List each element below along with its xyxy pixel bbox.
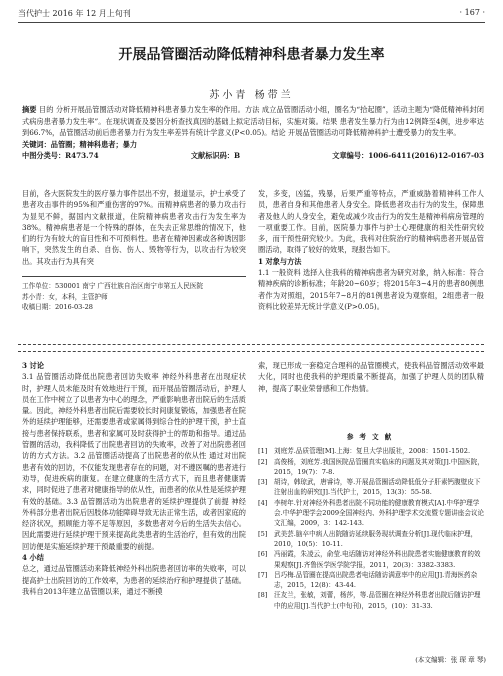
reference-item: [7] 吕巧梅.品管圈在提高出院患者电话随访满意率中的应用[J].青海医药杂志，2015，12(8)：43-44. xyxy=(258,570,478,590)
reference-item: [2] 高俊杨，刘庭芳.我国医院品管圈真实临床的问题及其对策[J].中国医院，2015，19(7)：7-8. xyxy=(258,457,484,476)
clc-number: 中图分类号：R473.74 xyxy=(22,151,99,160)
intro-left-text: 目前，各大医院发生的医疗暴力事件层出不穷，报道显示，护士承受了患者攻击事件的95%和严重伤害的97%。而精神病患者的暴力攻击行为显见不鲜，据国内文献报道，住院精神病患者攻击行为发生率为38%。精神病患者是一个特殊的群体，在失去正常思维的情况下，他们的行为有较大的盲目性和不可预料性。患者在精神因素或各种诱因影响下，突然发生的自杀、自伤、伤人、毁物等行为，以攻击行为较突出。其攻击行为具有突 xyxy=(22,189,246,266)
reference-item: [1] 刘庭芳.品质管理[M].上海：复旦大学出版社，2008：1501-1502. xyxy=(258,447,471,456)
abstract-label: 摘要 xyxy=(22,105,37,114)
footnote-date: 收稿日期：2016-03-28 xyxy=(22,303,93,311)
abstract xyxy=(22,104,484,162)
section-1-1: 1.1 一般资料 选择入住我科的精神病患者为研究对象，纳入标准：符合精神疾病的诊断标准；年龄20~60岁；将2015年3~4月的患者80例患者作为对照组，2015年7~8月的81例患者设为观察组，2组患者一般资料比较差异无统计学意义(P>0.05)。 xyxy=(258,268,484,311)
abstract-text: 目的 分析开展品管圈活动对降低精神科患者暴力发生率的作用。方法 成立品管圈活动小组，圈名为“拾起圈”，活动主题为“降低精神科封闭式病房患者暴力发生率”。在现状调查及要因分析查找真因的基础上拟定活动目标，实施对策。结果 患者发生暴力行为由12例降至4例，进步率达到66.7%，品管圈活动前后患者暴力行为发生率差异有统计学意义(P<0.05)。结论 开展品管圈活动可降低精神科护士遭受暴力的发生率。 xyxy=(22,105,484,137)
article-number: 文章编号：1006-6411(2016)12-0167-03 xyxy=(332,151,484,160)
section-divider xyxy=(18,344,484,352)
classification-line xyxy=(22,150,484,162)
intro-right xyxy=(258,188,484,312)
editor-note: (本文编辑：张 琛 章 琴) xyxy=(415,656,486,664)
references-heading: 参考文献 xyxy=(346,433,398,441)
discussion-text: 3.1 品管圈活动降低出院患者回访失败率 神经外科患者在出现症状时，护理人员未能及时有效地进行干预，而开展品管圈活动后，护理人员在工作中树立了以患者为中心的理念，严重影响患者出院后的生活质量。因此，神经外科患者出院后需要较长时间康复锻炼，加强患者在院外的延续护理能够，还需要患者或家属得到综合性的护理干预，护士直接与患者保持联系，患者和家属可及时获得护士的帮助和指导。通过品管圈的活动，我科降低了出院患者回访的失败率，改善了对出院患者回访的方式方法。3.2 品管圈活动提高了出院患者的依从性 通过对出院患者有效的回访，不仅能发现患者存在的问题，对不遵医嘱的患者进行劝导，促进疾病的康复。在建立健康的生活方式下，而且患者健康需求，同时促进了患者对健康指导的依从性，而患者的依从性是延续护理有效的基础。3.3 品管圈活动为出院患者的延续护理提供了前提 神经外科部分患者出院后因肢体功能障碍导致无法正常生活，或者因家庭的经济状况，照顾能力等不足等原因，多数患者对今后的生活失去信心。因此需要进行延续护理干预来提高此类患者的生活治疗，但有效的出院回访便是实施延续护理干预最重要的前提。 xyxy=(22,372,246,551)
reference-item: [4] 李树年.针对神经外科患者出院不同功能的健康教育模式[A].中华护理学会.中华护理学会2009全国神经内、外科护理学术交流暨专题讲座会议论文汇编，2009，3：142-143. xyxy=(258,498,485,528)
footnote-author: 苏小青：女，本科，主管护师 xyxy=(22,292,108,301)
doc-code: 文献标识码：B xyxy=(190,151,241,160)
reference-item: [3] 胡诗，韩琼武，唐睿诗，等.开展品管圈活动降低低分子肝素钙腹壁皮下注射出血的研究[J].当代护士，2015，13(3)：55-58. xyxy=(258,478,481,497)
reference-item: [5] 武美芸.脑卒中病人出院随访延续服务现状调查分析[J].现代临床护理，2010，10(5)：10-11. xyxy=(258,529,478,548)
section-3-heading: 3 讨论 xyxy=(22,361,44,370)
page-number: · 167 · xyxy=(459,8,485,17)
section-1-heading: 1 对象与方法 xyxy=(258,256,302,266)
section-4-heading: 4 小结 xyxy=(22,553,44,563)
footnote xyxy=(22,276,246,313)
conclusion-text: 总之，通过品管圈活动来降低神经外科出院患者回访率的失败率，可以提高护士出院回访的工作效率，为患者的延续治疗和护理提供了基础。我科自2013年建立品管圈以来，通过不断摸 xyxy=(22,564,246,596)
discussion-left xyxy=(22,360,246,597)
keywords: 关键词：品管圈；精神科患者；暴力 xyxy=(22,139,138,149)
article-title: 开展品管圈活动降低精神科患者暴力发生率 xyxy=(118,47,385,63)
footnote-affiliation: 工作单位：530001 南宁 广西壮族自治区南宁市第五人民医院 xyxy=(22,282,204,290)
intro-left xyxy=(22,188,246,267)
reference-item: [8] 汪友兰，张敏，刘蕾，杨莎，等.品管圈在神经外科患者出院后随访护理中的应用[J].当代护士(中旬刊)，2015，(10)：31-33. xyxy=(258,591,481,610)
discussion-right-text: 索，现已形成一套稳定合理科的品管圈模式，使我科品管圈活动效率最大化，同时也使我科的护理质量不断提高，加强了护理人员的团队精神，提高了职业荣誉感和工作热情。 xyxy=(258,361,484,393)
authors: 苏小青 杨带兰 xyxy=(209,90,294,101)
discussion-right xyxy=(258,360,484,394)
running-header xyxy=(18,8,485,23)
journal-header: 当代护士 2016 年 12 月上旬刊 xyxy=(18,9,131,18)
intro-right-text: 发，多变，凶猛，残暴，后果严重等特点，严重威胁着精神科工作人员，患者自身和其他患者人身安全。降低患者攻击行为的发生，保障患者及他人的人身安全，避免或减少攻击行为的发生是精神科病房管理的一项重要工作。目前，医院暴力事件与护士心理健康的相关性研究较多，而干预性研究较少。为此，我科对住院治疗的精神病患者开展品管圈活动，取得了较好的效果，现报告如下。 xyxy=(258,189,484,255)
reference-item: [6] 冯丽霞，朱凌云，俞莹.电话随访对神经外科出院患者实施健康教育的效果观察[J].齐鲁医学医学院学报，2011，20(3)：3382-3383. xyxy=(258,550,481,569)
references xyxy=(258,432,486,611)
